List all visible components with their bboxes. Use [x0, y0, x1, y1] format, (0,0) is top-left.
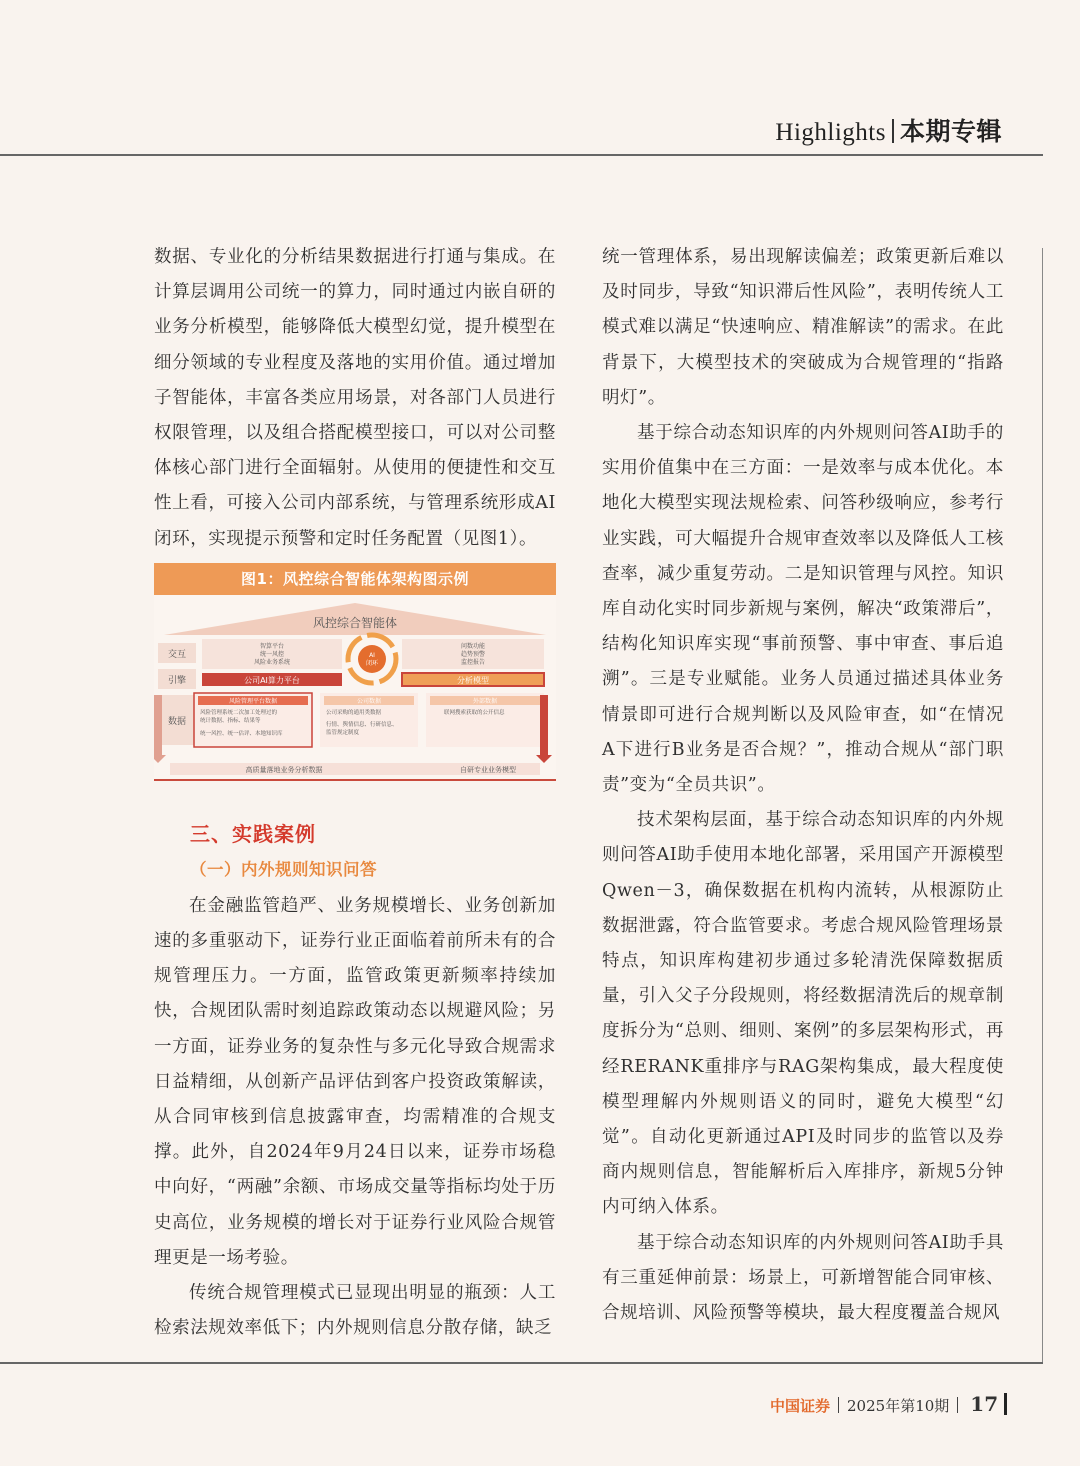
architecture-diagram: [154, 595, 556, 779]
engine-left-label: 公司AI算力平台: [244, 675, 300, 685]
row-label-engine: 引擎: [167, 675, 187, 686]
data-box-company-line: 公司采购的通用类数据: [326, 709, 382, 716]
architecture-figure: [154, 595, 556, 781]
data-box-company-title: 公司数据: [356, 697, 382, 705]
data-box-external-title: 外部数据: [472, 697, 498, 705]
header-title-en: Highlights: [775, 119, 886, 146]
section-heading: 三、实践案例: [190, 821, 316, 846]
data-box-risk-line: 风险管理系统二次加工处理过的: [200, 709, 278, 716]
box2-line: 问数功能: [460, 642, 486, 650]
box2-line: 监控报告: [460, 658, 486, 666]
row-label-data: 数据: [167, 716, 187, 727]
engine-right-label: 分析模型: [457, 675, 489, 685]
ai-loop-label: 闭环: [365, 659, 379, 667]
issue-label: 2025年第10期: [847, 1397, 950, 1415]
box1-line: 智算平台: [259, 642, 285, 650]
header-rule: [0, 154, 1043, 156]
left-column: [154, 240, 556, 1346]
bottom-left-label: 高质量落地业务分析数据: [245, 765, 323, 774]
box1-line: 风险业务系统: [253, 658, 291, 666]
data-box-company-line: 行情、舆情信息、行研信息、: [326, 721, 398, 728]
bottom-right-label: 自研专业业务模型: [460, 765, 516, 774]
footer-divider: [957, 1397, 958, 1413]
data-box-risk-line: 统计数据、指标、结果等: [200, 717, 261, 724]
ai-loop-core: [358, 645, 386, 673]
page-footer: [770, 1392, 1007, 1418]
right-margin-rule: [1042, 248, 1043, 1363]
right-paragraph-2: 基于综合动态知识库的内外规则问答AI助手的实用价值集中在三方面：一是效率与成本优化。本地化大模型实现法规检索、问答秒级响应，参考行业实践，可大幅提升合规审查效率以及降低人工核查率，减少重复劳动。二是知识管理与风控。知识库自动化实时同步新规与案例，解决“政策滞后”，结构化知识库实现“事前预警、事中审查、事后追溯”。三是专业赋能。业务人员通过描述具体业务情景即可进行合规判断以及风险审查，如“在情况A下进行B业务是否合规？”，推动合规从“部门职责”变为“全员共识”。: [602, 423, 1004, 796]
box1-line: 统一风控: [259, 650, 285, 658]
page-number: 17: [970, 1392, 999, 1416]
footer-divider: [838, 1397, 839, 1413]
right-paragraph-4: 基于综合动态知识库的内外规则问答AI助手具有三重延伸前景：场景上，可新增智能合同审核、合规培训、风险预警等模块，最大程度覆盖合规风: [602, 1232, 1004, 1324]
box2-line: 趋势预警: [460, 650, 486, 658]
figure-roof-label: 风控综合智能体: [312, 615, 398, 630]
magazine-name: 中国证券: [770, 1397, 831, 1415]
right-column: [602, 240, 1004, 1331]
row-label-interact: 交互: [167, 649, 187, 660]
header-title-cn: 本期专辑: [899, 117, 1002, 146]
left-paragraph-1: 数据、专业化的分析结果数据进行打通与集成。在计算层调用公司统一的算力，同时通过内嵌自研的业务分析模型，能够降低大模型幻觉，提升模型在细分领域的专业程度及落地的实用价值。通过增加子智能体，丰富各类应用场景，对各部门人员进行权限管理，以及组合搭配模型接口，可以对公司整体核心部门进行全面辐射。从使用的便捷性和交互性上看，可接入公司内部系统，与管理系统形成AI闭环，实现提示预警和定时任务配置（见图1）。: [154, 247, 556, 549]
page-number-bar: [1004, 1393, 1007, 1415]
data-box-external-line: 联网搜索获取的公开信息: [444, 709, 505, 716]
right-paragraph-3: 技术架构层面，基于综合动态知识库的内外规则问答AI助手使用本地化部署，采用国产开源模型Qwen－3，确保数据在机构内流转，从根源防止数据泄露，符合监管要求。考虑合规风险管理场景特点，知识库构建初步通过多轮清洗保障数据质量，引入父子分段规则，将经数据清洗后的规章制度拆分为“总则、细则、案例”的多层架构形式，再经RERANK重排序与RAG架构集成，最大程度使模型理解内外规则语义的同时，避免大模型“幻觉”。自动化更新通过API及时同步的监管以及券商内规则信息，智能解析后入库排序，新规5分钟内可纳入体系。: [602, 810, 1004, 1218]
data-box-risk-line: 统一风控、统一估评、本地知识库: [200, 730, 283, 737]
right-paragraph-1: 统一管理体系，易出现解读偏差；政策更新后难以及时同步，导致“知识滞后性风险”，表明传统人工模式难以满足“快速响应、精准解读”的需求。在此背景下，大模型技术的突破成为合规管理的“指路明灯”。: [602, 247, 1004, 408]
ai-label: AI: [369, 651, 375, 659]
left-paragraph-3: 传统合规管理模式已显现出明显的瓶颈：人工检索法规效率低下；内外规则信息分散存储，缺乏: [154, 1283, 556, 1339]
header-divider: [892, 119, 894, 143]
subsection-heading: （一）内外规则知识问答: [190, 859, 377, 879]
footer-rule: [0, 1362, 1043, 1364]
data-box-company-line: 监管规定制度: [326, 729, 360, 736]
header-title: [775, 112, 1002, 148]
data-box-risk-title: 风险管理平台数据: [228, 697, 278, 705]
page-header: [0, 0, 1080, 156]
figure-title: 图1：风控综合智能体架构图示例: [154, 563, 556, 595]
left-paragraph-2: 在金融监管趋严、业务规模增长、业务创新加速的多重驱动下，证券行业正面临着前所未有的合规管理压力。一方面，监管政策更新频率持续加快，合规团队需时刻追踪政策动态以规避风险；另一方面，证券业务的复杂性与多元化导致合规需求日益精细，从创新产品评估到客户投资政策解读，从合同审核到信息披露审查，均需精准的合规支撑。此外，自2024年9月24日以来，证券市场稳中向好，“两融”余额、市场成交量等指标均处于历史高位，业务规模的增长对于证券行业风险合规管理更是一场考验。: [154, 895, 556, 1268]
